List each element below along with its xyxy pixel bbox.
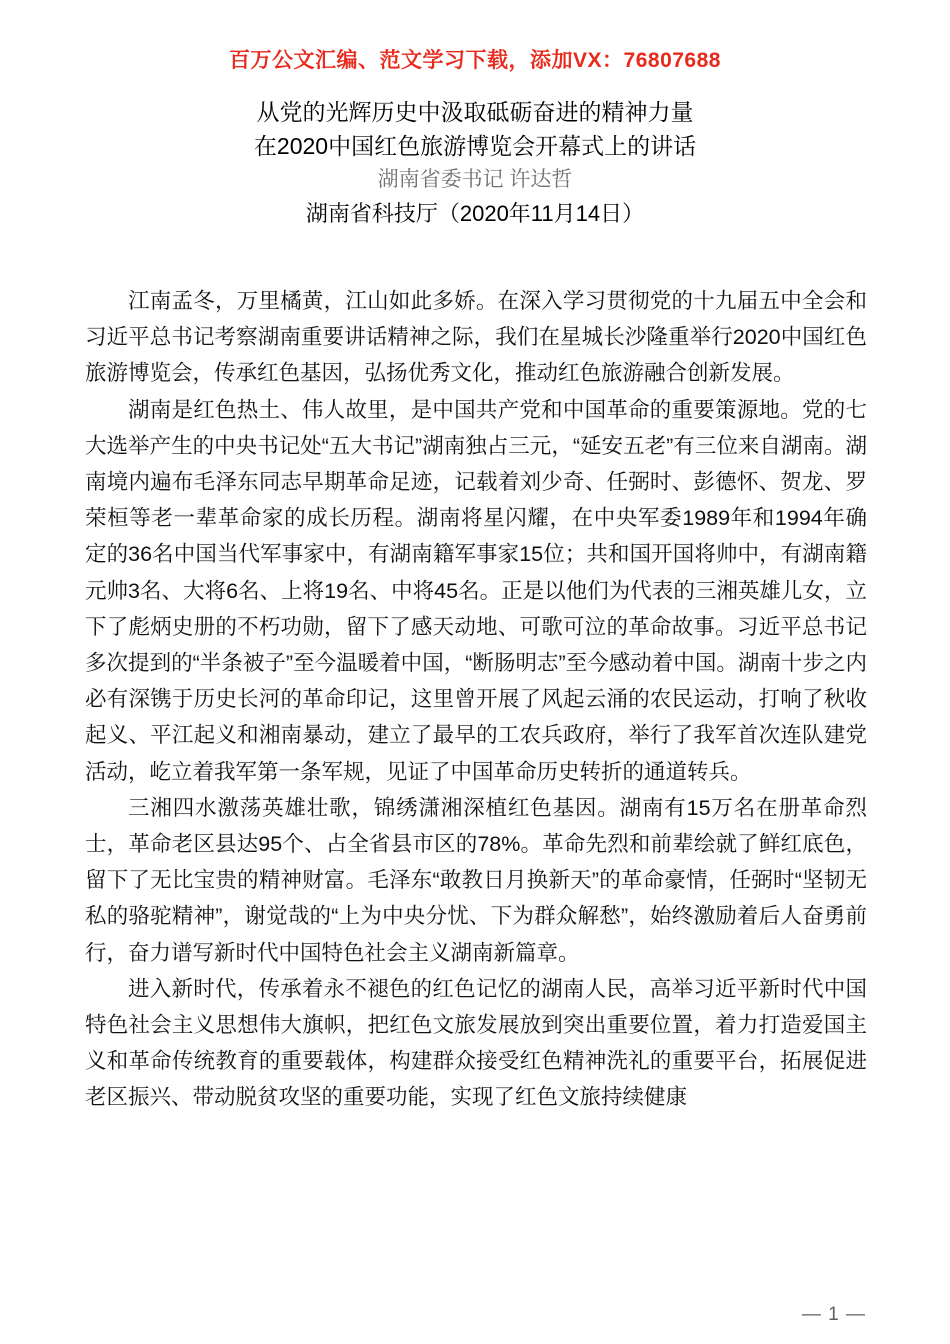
page-number: — 1 — [801, 1304, 866, 1325]
document-title-line-2: 在2020中国红色旅游博览会开幕式上的讲话 [253, 133, 697, 159]
document-dateline: 湖南省科技厅（2020年11月14日） [305, 201, 645, 226]
document-title-block [0, 95, 950, 231]
body-paragraph: 三湘四水激荡英雄壮歌，锦绣潇湘深植红色基因。湖南有15万名在册革命烈士，革命老区县达95个、占全省县市区的78%。革命先烈和前辈绘就了鲜红底色，留下了无比宝贵的精神财富。毛泽东“敢教日月换新天”的革命豪情，任弼时“坚韧无私的骆驼精神”，谢觉哉的“上为中央分忧、下为群众解愁”，始终激励着后人奋勇前行，奋力谱写新时代中国特色社会主义湖南新篇章。 [85, 795, 867, 965]
document-byline: 湖南省委书记 许达哲 [377, 168, 573, 191]
body-paragraph: 湖南是红色热土、伟人故里，是中国共产党和中国革命的重要策源地。党的七大选举产生的中央书记处“五大书记”湖南独占三元，“延安五老”有三位来自湖南。湖南境内遍布毛泽东同志早期革命足迹，记载着刘少奇、任弼时、彭德怀、贺龙、罗荣桓等老一辈革命家的成长历程。湖南将星闪耀，在中央军委1989年和1994年确定的36名中国当代军事家中，有湖南籍军事家15位；共和国开国将帅中，有湖南籍元帅3名、大将6名、上将19名、中将45名。正是以他们为代表的三湘英雄儿女，立下了彪炳史册的不朽功勋，留下了感天动地、可歌可泣的革命故事。习近平总书记多次提到的“半条被子”至今温暖着中国，“断肠明志”至今感动着中国。湖南十步之内必有深镌于历史长河的革命印记，这里曾开展了风起云涌的农民运动，打响了秋收起义、平江起义和湘南暴动，建立了最早的工农兵政府，举行了我军首次连队建党活动，屹立着我军第一条军规，见证了中国革命历史转折的通道转兵。 [85, 397, 867, 784]
promo-banner: 百万公文汇编、范文学习下载，添加VX：76807688 [229, 49, 721, 72]
document-title-line-1: 从党的光辉历史中汲取砥砺奋进的精神力量 [256, 99, 694, 125]
body-paragraph: 江南孟冬，万里橘黄，江山如此多娇。在深入学习贯彻党的十九届五中全会和习近平总书记考察湖南重要讲话精神之际，我们在星城长沙隆重举行2020中国红色旅游博览会，传承红色基因，弘扬优秀文化，推动红色旅游融合创新发展。 [85, 289, 867, 386]
body-paragraph: 进入新时代，传承着永不褪色的红色记忆的湖南人民，高举习近平新时代中国特色社会主义思想伟大旗帜，把红色文旅发展放到突出重要位置，着力打造爱国主义和革命传统教育的重要载体，构建群众接受红色精神洗礼的重要平台，拓展促进老区振兴、带动脱贫攻坚的重要功能，实现了红色文旅持续健康 [85, 976, 867, 1110]
document-body [85, 283, 867, 1116]
